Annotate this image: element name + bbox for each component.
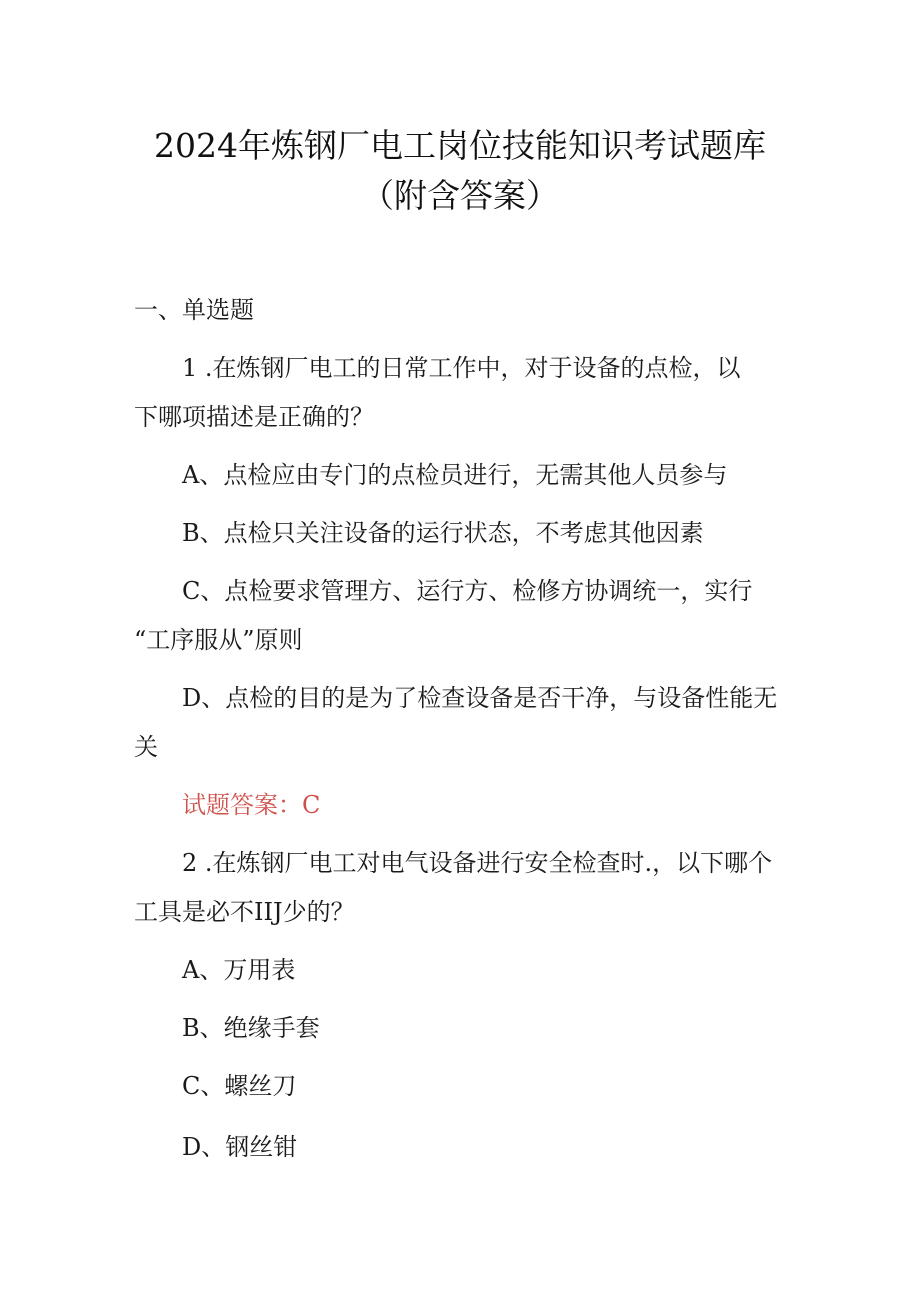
question-1-option-a: A、点检应由专门的点检员进行，无需其他人员参与: [182, 461, 728, 489]
question-1-option-c-line2: “工序服从”原则: [134, 626, 303, 654]
question-1-option-d-line2: 关: [134, 733, 158, 761]
question-1-answer: 试题答案：C: [182, 791, 321, 819]
document-title-line1: 2024年炼钢厂电工岗位技能知识考试题库: [154, 126, 766, 165]
question-2-option-d: D、钢丝钳: [182, 1133, 298, 1161]
question-2-stem-line1: 2 .在炼钢厂电工对电气设备进行安全检查时.，以下哪个: [182, 849, 773, 877]
question-1-option-c-line1: C、点检要求管理方、运行方、检修方协调统一，实行: [182, 577, 753, 605]
question-1-stem-line2: 下哪项描述是正确的？: [134, 403, 374, 431]
question-2-option-c: C、螺丝刀: [182, 1072, 297, 1100]
question-2-stem-line2: 工具是必不IIJ少的？: [134, 898, 355, 926]
section-heading: 一、单选题: [134, 296, 254, 324]
question-1-option-b: B、点检只关注设备的运行状态，不考虑其他因素: [182, 519, 704, 547]
question-1-stem-line1: 1 .在炼钢厂电工的日常工作中，对于设备的点检，以: [182, 354, 741, 382]
question-2-option-a: A、万用表: [182, 956, 296, 984]
document-title-line2: （附含答案）: [361, 176, 559, 215]
question-1-option-d-line1: D、点检的目的是为了检查设备是否干净，与设备性能无: [182, 684, 778, 712]
question-2-option-b: B、绝缘手套: [182, 1014, 320, 1042]
